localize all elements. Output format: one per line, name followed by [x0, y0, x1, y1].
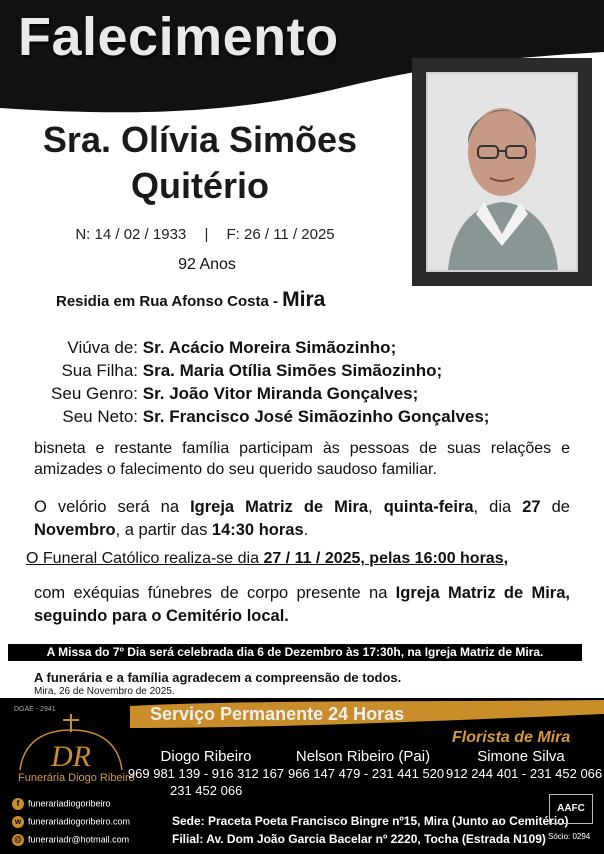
relative-label: Seu Neto: — [62, 407, 138, 426]
relative-row — [0, 384, 418, 404]
logo-letters: DR — [51, 740, 91, 773]
death-date: F: 26 / 11 / 2025 — [226, 226, 335, 243]
contact-phone[interactable]: 966 147 479 - 231 441 520 — [288, 766, 445, 781]
relative-name: Sr. Acácio Moreira Simãozinho; — [142, 338, 397, 357]
relative-name: Sra. Maria Otília Simões Simãozinho; — [142, 361, 443, 380]
contact-phone[interactable]: 912 244 401 - 231 452 066 — [446, 766, 603, 781]
deceased-name-line2: Quitério — [130, 165, 269, 206]
contact-simone — [446, 748, 603, 782]
mass-notice: A Missa do 7º Dia será celebrada dia 6 de Dezembro às 17:30h, na Igreja Matriz de Mira. — [8, 644, 582, 661]
funeral-home-logo — [16, 712, 126, 774]
social-website[interactable]: w funerariadiogoribeiro.com — [12, 816, 130, 828]
portrait-photo — [412, 58, 592, 286]
contact-name: Nelson Ribeiro (Pai) — [295, 748, 431, 765]
funeral-home-name: Funerária Diogo Ribeiro — [18, 772, 135, 784]
place-date: Mira, 26 de Novembro de 2025. — [34, 686, 175, 697]
relative-row — [0, 338, 396, 358]
contact-name: Diogo Ribeiro — [160, 748, 252, 765]
relative-row — [0, 361, 442, 381]
date-separator: | — [204, 226, 209, 243]
life-dates — [0, 226, 410, 243]
contact-phone[interactable]: 969 981 139 - 916 312 167 — [127, 766, 285, 781]
residence — [56, 288, 325, 312]
relative-name: Sr. João Vitor Miranda Gonçalves; — [142, 384, 419, 403]
address-branch: Filial: Av. Dom João Garcia Bacelar nº 2220, Tocha (Estrada N109) — [172, 832, 546, 846]
address-headquarters: Sede: Praceta Poeta Francisco Bingre nº15, Mira (Junto ao Cemitério) — [172, 814, 569, 828]
email-icon: @ — [12, 834, 24, 846]
residence-town: Mira — [282, 288, 326, 311]
funeral-details: O Funeral Católico realiza-se dia 27 / 11 / 2025, pelas 16:00 horas, — [26, 550, 509, 567]
contact-nelson — [288, 748, 445, 782]
service-banner: Serviço Permanente 24 Horas — [150, 704, 405, 724]
florist-name: Florista de Mira — [452, 729, 571, 746]
contact-phone-2[interactable]: 231 452 066 — [170, 783, 243, 798]
thanks-note: A funerária e a família agradecem a compreensão de todos. — [34, 670, 402, 685]
relative-label: Sua Filha: — [61, 361, 138, 380]
relative-row — [0, 407, 489, 427]
residence-street: Residia em Rua Afonso Costa - — [56, 293, 283, 310]
facebook-icon: f — [12, 798, 24, 810]
dgae-code: DGAE - 2941 — [14, 706, 56, 713]
contact-diogo — [126, 748, 286, 799]
relative-label: Seu Genro: — [51, 384, 138, 403]
social-email[interactable]: @ funerariadr@hotmail.com — [12, 834, 129, 846]
relative-label: Viúva de: — [67, 338, 138, 357]
deceased-name-line1: Sra. Olívia Simões — [42, 119, 358, 160]
social-facebook[interactable]: f funerariadiogoribeiro — [12, 798, 111, 810]
age: 92 Anos — [178, 256, 236, 273]
relative-name: Sr. Francisco José Simãozinho Gonçalves; — [142, 407, 490, 426]
birth-date: N: 14 / 02 / 1933 — [75, 226, 187, 243]
association-logo: AAFC — [549, 794, 593, 824]
member-number: Sócio: 0294 — [548, 832, 591, 841]
announcement-text: bisneta e restante família participam às pessoas de suas relações e amizades o falecimento do seu querido saudoso familiar. — [34, 440, 570, 478]
contact-name: Simone Silva — [477, 748, 565, 765]
wake-details: O velório será na Igreja Matriz de Mira, quinta-feira, dia 27 de Novembro, a partir das 14:30 horas. — [34, 498, 570, 539]
web-icon: w — [12, 816, 24, 828]
portrait-image — [428, 74, 576, 270]
exequies-details: com exéquias fúnebres de corpo presente na Igreja Matriz de Mira, seguindo para o Cemitério local. — [34, 584, 570, 625]
page-title: Falecimento — [18, 7, 339, 67]
